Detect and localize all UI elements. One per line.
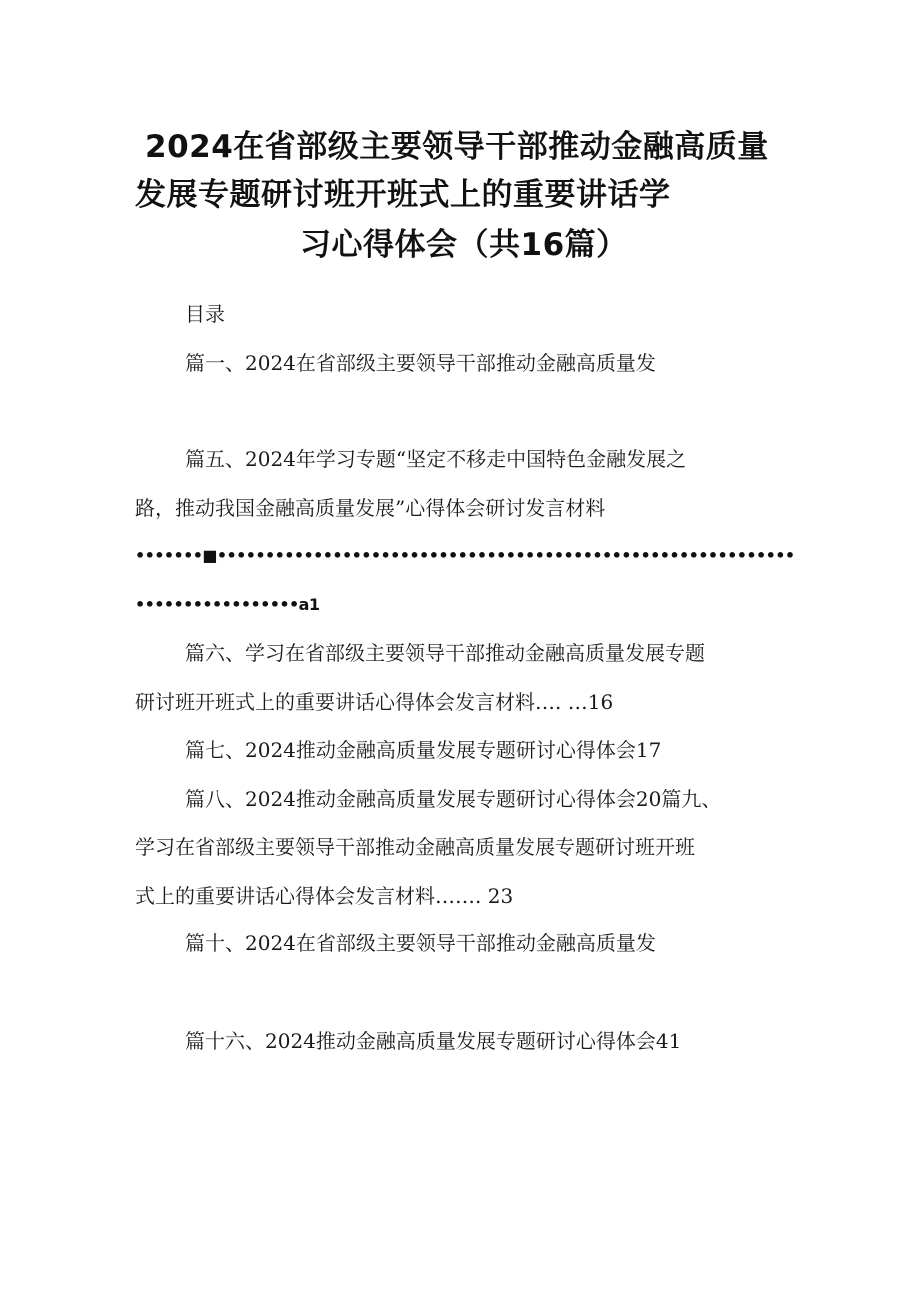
document-title-line-2: 发展专题研讨班开班式上的重要讲话学 (135, 177, 671, 213)
document-title-line-3: 习心得体会（共16篇） (300, 227, 628, 263)
toc-entry-9: 学习在省部级主要领导干部推动金融高质量发展专题研讨班开班 (135, 835, 695, 859)
toc-entry-10: 篇十、2024在省部级主要领导干部推动金融高质量发 (185, 931, 656, 955)
toc-entry-5-continued: 路，推动我国金融高质量发展”心得体会研讨发言材料 (135, 496, 606, 520)
toc-leader-dots-page: •••••••••••••••••a1 (135, 595, 320, 614)
toc-entry-6: 篇六、学习在省部级主要领导干部推动金融高质量发展专题 (185, 641, 705, 665)
toc-entry-1: 篇一、2024在省部级主要领导干部推动金融高质量发 (185, 351, 656, 375)
toc-entry-16: 篇十六、2024推动金融高质量发展专题研讨心得体会41 (185, 1029, 682, 1053)
toc-leader-dots: •••••••■•••••••••••••••••••••••••••••••••••••••••••••••••••••••••••• (135, 546, 795, 565)
toc-entry-7: 篇七、2024推动金融高质量发展专题研讨心得体会17 (185, 738, 662, 762)
toc-entry-6-continued: 研讨班开班式上的重要讲话心得体会发言材料…. …16 (135, 690, 614, 714)
toc-entry-8: 篇八、2024推动金融高质量发展专题研讨心得体会20篇九、 (185, 787, 722, 811)
document-title-line-1: 2024在省部级主要领导干部推动金融高质量 (145, 129, 769, 165)
toc-heading: 目录 (185, 302, 225, 326)
toc-entry-5: 篇五、2024年学习专题“坚定不移走中国特色金融发展之 (185, 447, 687, 471)
toc-entry-9-continued: 式上的重要讲话心得体会发言材料……. 23 (135, 884, 514, 908)
